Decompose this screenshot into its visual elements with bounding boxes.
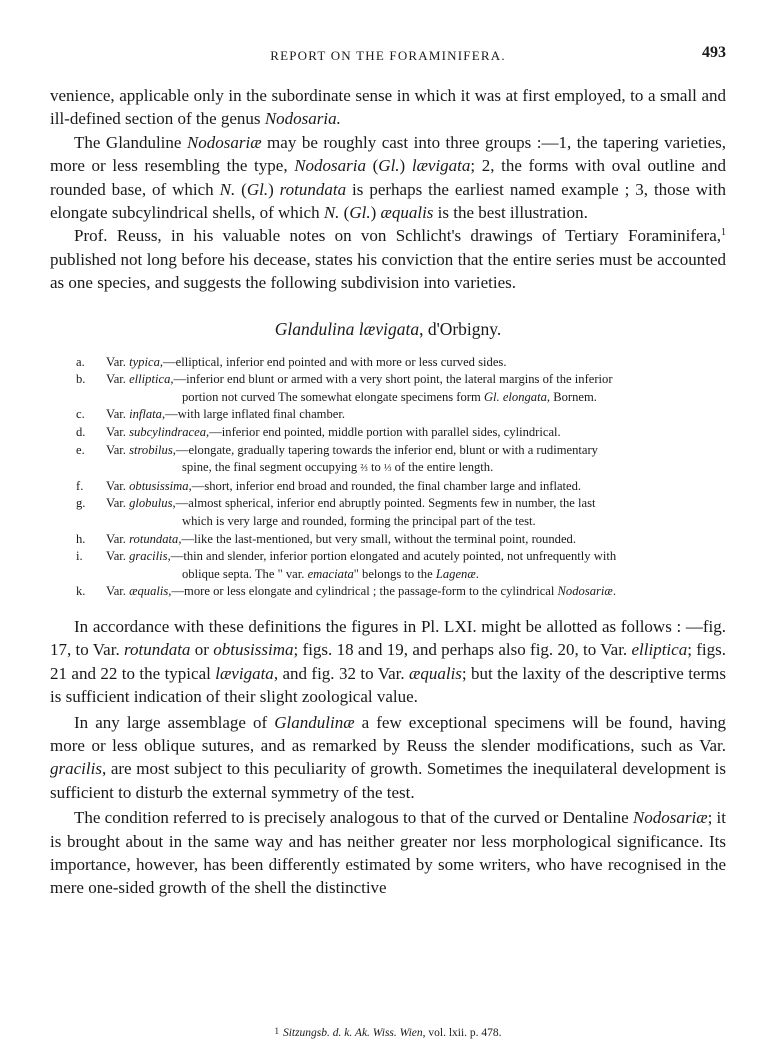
italic-run: elliptica: [631, 640, 688, 660]
text-run: In accordance with these definitions the figures in Pl. LXI. might be allotted as follows : —fig. 17, to Var.: [50, 616, 726, 660]
variety-letter: b.: [76, 372, 86, 387]
text-run: which is very large and rounded, forming the principal part of the test.: [182, 514, 536, 528]
italic-run: Gl.: [349, 203, 371, 223]
text-run: Var.: [106, 425, 130, 440]
paragraph-dentaline-analogy: [50, 806, 726, 900]
text-run: to: [367, 460, 384, 475]
variety-continuation: [106, 566, 726, 584]
variety-item: [50, 583, 726, 601]
text-run: ; figs. 21 and 22 to the typical: [50, 640, 726, 683]
text-run: ,—short, inferior end broad and rounded, the final chamber large and inflated.: [188, 478, 582, 493]
paragraph-figure-allotment: [50, 615, 726, 709]
italic-run: Nodosariæ: [632, 808, 708, 828]
italic-run: obtusissima: [213, 640, 294, 660]
text-run: is the best illustration.: [433, 203, 588, 223]
text-run: (: [339, 203, 350, 223]
italic-run: Gl.: [378, 156, 400, 176]
text-run: ): [399, 156, 412, 176]
italic-run: æqualis: [409, 663, 462, 683]
italic-run: Glandulina lævigata: [274, 318, 420, 339]
variety-description: [106, 532, 576, 546]
italic-run: rotundata: [129, 531, 179, 546]
text-run: may be roughly cast into three groups :—1, the tapering varieties, more or less resembling the type,: [50, 132, 726, 176]
variety-letter: c.: [76, 407, 85, 422]
text-run: Var.: [106, 549, 130, 564]
italic-run: Gl.: [246, 179, 269, 199]
italic-run: gracilis: [129, 549, 168, 564]
text-run: a few exceptional specimens will be found, having more or less oblique sutures, and as remarked by Reuss the slender modifications, such as Var.: [50, 712, 726, 755]
variety-continuation: [106, 459, 726, 478]
text-run: ,—thin and slender, inferior portion elongated and acutely pointed, not unfrequently with: [167, 549, 617, 564]
variety-description: [106, 425, 561, 439]
variety-letter: e.: [76, 442, 85, 457]
italic-run: Gl. elongata: [483, 389, 547, 404]
italic-run: Glandulinæ: [274, 712, 355, 732]
italic-run: typica: [129, 354, 160, 369]
variety-item: [50, 424, 726, 442]
italic-run: rotundata: [279, 179, 347, 199]
text-run: Var.: [106, 531, 130, 546]
italic-run: N.: [323, 203, 340, 223]
text-run: Var.: [106, 584, 130, 599]
variety-item: [50, 442, 726, 478]
text-run: Var.: [106, 372, 130, 387]
footnote-reference: 1: [721, 227, 726, 239]
text-run: Var.: [106, 496, 130, 511]
text-run: Var.: [106, 442, 130, 457]
text-run: , Bornem.: [546, 389, 597, 404]
italic-run: Nodosariæ: [557, 584, 613, 599]
italic-run: inflata: [129, 407, 162, 422]
text-run: ,—inferior end pointed, middle portion with parallel sides, cylindrical.: [206, 425, 561, 440]
text-run: or: [190, 640, 214, 660]
italic-run: æqualis: [380, 203, 434, 223]
italic-run: emaciata: [307, 566, 354, 581]
variety-list: [50, 354, 726, 601]
text-run: Var.: [106, 478, 130, 493]
variety-item: [50, 531, 726, 549]
fraction: ⅓: [383, 463, 392, 475]
variety-description: [106, 355, 506, 369]
italic-run: obtusissima: [129, 478, 189, 493]
text-run: .: [612, 584, 616, 599]
text-run: The Glanduline: [74, 132, 187, 152]
italic-run: Nodosariæ: [186, 132, 262, 152]
variety-item: [50, 406, 726, 424]
species-heading: [50, 319, 726, 340]
variety-item: [50, 548, 726, 583]
text-run: ,—more or less elongate and cylindrical ; the passage-form to the cylindrical: [168, 584, 558, 599]
italic-run: lævigata: [215, 663, 274, 683]
text-run: , d'Orbigny.: [419, 318, 502, 339]
variety-letter: i.: [76, 549, 83, 564]
text-run: spine, the final segment occupying: [182, 460, 361, 475]
variety-item: [50, 354, 726, 372]
text-run: Prof. Reuss, in his valuable notes on von Schlicht's drawings of Tertiary Foraminifera,: [74, 226, 721, 246]
footnote: [50, 1026, 726, 1039]
italic-run: N.: [219, 179, 236, 199]
text-run: , and fig. 32 to Var.: [273, 663, 410, 683]
text-run: (: [366, 156, 379, 176]
italic-run: Nodosaria: [294, 156, 366, 176]
text-run: ,—elongate, gradually tapering towards the inferior end, blunt or with a rudimentary: [172, 442, 598, 457]
page: [50, 44, 726, 1039]
text-run: is perhaps the earliest named example ; 3, those with elongate subcylindrical shells, of which: [50, 179, 726, 223]
text-run: ,—inferior end blunt or armed with a very short point, the lateral margins of the inferior: [170, 372, 613, 387]
page-number: 493: [702, 44, 726, 61]
text-run: ; but the laxity of the descriptive terms is sufficient indication of their slight zoological value.: [50, 663, 726, 707]
text-run: , are most subject to this peculiarity of growth. Sometimes the inequilateral development is sufficient to disturb the external symmetry of the test.: [50, 759, 726, 802]
variety-description: [106, 372, 613, 386]
footnote-text: [283, 1027, 502, 1039]
paragraph-continuation: [50, 84, 726, 131]
text-run: Var.: [106, 354, 130, 369]
paragraph-glanduline-groups: [50, 131, 726, 225]
footnote-mark: 1: [274, 1026, 279, 1036]
italic-run: Lagenæ: [435, 566, 476, 581]
text-run: of the entire length.: [391, 460, 494, 475]
variety-description: [106, 584, 616, 598]
text-run: In any large assemblage of: [74, 712, 275, 732]
variety-letter: f.: [76, 478, 84, 493]
italic-run: gracilis: [50, 759, 102, 779]
italic-run: lævigata: [411, 156, 471, 176]
text-run: ,—elliptical, inferior end pointed and with more or less curved sides.: [159, 354, 507, 369]
text-run: " belongs to the: [353, 566, 436, 581]
text-run: (: [235, 179, 247, 199]
italic-run: subcylindracea: [129, 425, 207, 440]
italic-run: strobilus: [129, 442, 173, 457]
italic-run: Sitzungsb. d. k. Ak. Wiss. Wien: [282, 1027, 423, 1039]
text-run: ,—like the last-mentioned, but very small, without the terminal point, rounded.: [178, 531, 576, 546]
italic-run: globulus: [129, 496, 173, 511]
text-run: .: [475, 566, 479, 581]
variety-letter: h.: [76, 531, 86, 546]
italic-run: Nodosaria.: [264, 109, 341, 129]
italic-run: rotundata: [124, 640, 191, 660]
running-header: [50, 44, 726, 68]
text-run: ): [268, 179, 280, 199]
variety-item: [50, 371, 726, 406]
fraction: ⅔: [360, 463, 368, 475]
variety-description: [106, 407, 345, 421]
text-run: oblique septa. The " var.: [182, 566, 308, 581]
text-run: ,—almost spherical, inferior end abruptly pointed. Segments few in number, the last: [172, 496, 596, 511]
variety-letter: a.: [76, 354, 85, 369]
variety-continuation: [106, 513, 726, 531]
italic-run: æqualis: [129, 584, 169, 599]
variety-item: [50, 478, 726, 496]
text-run: ; figs. 18 and 19, and perhaps also fig. 20, to Var.: [293, 640, 632, 660]
running-title: REPORT ON THE FORAMINIFERA.: [270, 48, 506, 63]
text-run: ; it is brought about in the same way and has neither greater nor less morphological significance. Its importance, however, has been differently estimated by some writers, who have recognised in the mere one-sided growth of the shell the distinctive: [50, 808, 726, 898]
text-run: The condition referred to is precisely analogous to that of the curved or Dentaline: [74, 808, 633, 828]
text-run: venience, applicable only in the subordinate sense in which it was at first employed, to a small and ill-defined section of the genus: [50, 86, 726, 129]
variety-letter: k.: [76, 584, 86, 599]
paragraph-oblique-sutures: [50, 711, 726, 805]
text-run: portion not curved The somewhat elongate specimens form: [182, 389, 484, 404]
variety-item: [50, 495, 726, 530]
italic-run: elliptica: [129, 372, 171, 387]
text-run: ,—with large inflated final chamber.: [161, 407, 345, 422]
variety-letter: d.: [76, 425, 86, 440]
variety-letter: g.: [76, 496, 86, 511]
variety-description: [106, 496, 596, 510]
variety-description: [106, 479, 581, 493]
variety-description: [106, 443, 598, 457]
text-run: , vol. lxii. p. 478.: [422, 1027, 502, 1039]
variety-continuation: [106, 389, 726, 407]
text-run: ; 2, the forms with oval outline and rounded base, of which: [50, 156, 726, 199]
text-run: Var.: [106, 407, 130, 422]
text-run: published not long before his decease, states his conviction that the entire series must be accounted as one species, and suggests the following subdivision into varieties.: [50, 249, 726, 293]
text-run: ): [370, 203, 381, 223]
paragraph-reuss-notes: [50, 224, 726, 294]
variety-description: [106, 549, 616, 563]
